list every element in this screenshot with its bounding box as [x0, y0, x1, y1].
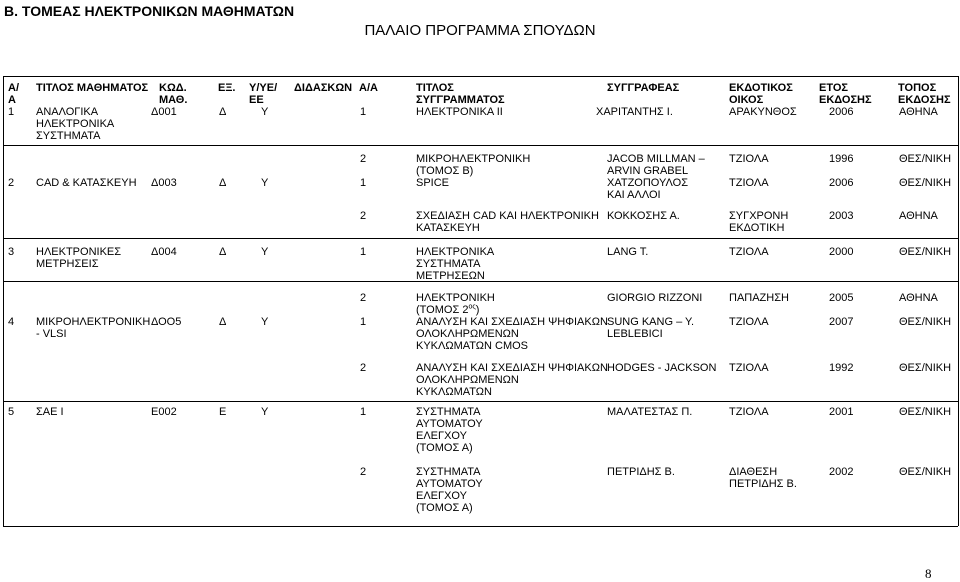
book-publisher: ΤΖΙΟΛΑ: [729, 246, 769, 258]
book-place: ΘΕΣ/ΝΙΚΗ: [899, 177, 952, 189]
course-semester: Δ: [219, 246, 227, 258]
course-aa: 5: [8, 406, 15, 418]
book-author: ΧΑΡΙΤΑΝΤΗΣ Ι.: [596, 106, 673, 118]
course-code: Δ004: [151, 246, 177, 258]
course-semester: Δ: [219, 316, 227, 328]
course-title: ΗΛΕΚΤΡΟΝΙΚΕΣ ΜΕΤΡΗΣΕΙΣ: [36, 246, 122, 270]
book-title: ΣΥΣΤΗΜΑΤΑ ΑΥΤΟΜΑΤΟΥ ΕΛΕΓΧΟΥ (ΤΟΜΟΣ Α): [416, 466, 483, 514]
book-year: 2001: [829, 406, 854, 418]
col-header-publisher: ΕΚΔΟΤΙΚΟΣ ΟΙΚΟΣ: [729, 82, 793, 106]
book-title: ΗΛΕΚΤΡΟΝΙΚΗ: [416, 292, 495, 304]
book-publisher: ΤΖΙΟΛΑ: [729, 406, 769, 418]
table-right-border: [958, 76, 959, 526]
course-title: ΣΑΕ Ι: [36, 406, 64, 418]
book-title: SPICE: [416, 177, 450, 189]
col-header-book-title: ΤΙΤΛΟΣ ΣΥΓΓΡΑΜΜΑΤΟΣ: [416, 82, 505, 106]
book-year: 1992: [829, 362, 854, 374]
book-title: ΣΥΣΤΗΜΑΤΑ ΑΥΤΟΜΑΤΟΥ ΕΛΕΓΧΟΥ (ΤΟΜΟΣ Α): [416, 406, 483, 454]
book-place: ΘΕΣ/ΝΙΚΗ: [899, 406, 952, 418]
book-title-volume-text: (ΤΟΜΟΣ 2: [416, 304, 469, 316]
table-bottom-rule: [3, 526, 958, 527]
book-place: ΘΕΣ/ΝΙΚΗ: [899, 466, 952, 478]
book-title: ΗΛΕΚΤΡΟΝΙΚΑ ΣΥΣΤΗΜΑΤΑ ΜΕΤΡΗΣΕΩΝ: [416, 246, 495, 282]
course-title: ΑΝΑΛΟΓΙΚΑ ΗΛΕΚΤΡΟΝΙΚΑ ΣΥΣΤΗΜΑΤΑ: [36, 106, 115, 142]
course-aa: 4: [8, 316, 15, 328]
course-aa: 1: [8, 106, 15, 118]
book-author: ΧΑΤΖΟΠΟΥΛΟΣ ΚΑΙ ΑΛΛΟΙ: [607, 177, 688, 201]
col-header-course-title: ΤΙΤΛΟΣ ΜΑΘΗΜΑΤΟΣ: [36, 82, 149, 94]
col-header-instructors: ΔΙΔΑΣΚΩΝ: [294, 82, 353, 94]
col-header-year: ΕΤΟΣ ΕΚΔΟΣΗΣ: [819, 82, 872, 106]
course-aa: 2: [8, 177, 15, 189]
book-aa: 2: [360, 362, 367, 374]
book-aa: 1: [360, 177, 367, 189]
book-publisher: ΤΖΙΟΛΑ: [729, 153, 769, 165]
book-author: ΚΟΚΚΟΣΗΣ Α.: [607, 210, 680, 222]
course-code: Δ001: [151, 106, 177, 118]
book-aa: 2: [360, 153, 367, 165]
book-aa: 1: [360, 106, 367, 118]
document-title: ΠΑΛΑΙΟ ΠΡΟΓΡΑΜΜΑ ΣΠΟΥΔΩΝ: [364, 22, 596, 39]
course-title: ΜΙΚΡΟΗΛΕΚΤΡΟΝΙΚΗ - VLSI: [36, 316, 151, 340]
book-publisher: ΤΖΙΟΛΑ: [729, 316, 769, 328]
book-aa: 2: [360, 466, 367, 478]
book-title-volume: (ΤΟΜΟΣ Β): [416, 165, 474, 177]
book-title-volume-suffix: ος: [468, 303, 476, 311]
book-title: ΑΝΑΛΥΣΗ ΚΑΙ ΣΧΕΔΙΑΣΗ ΨΗΦΙΑΚΩΝ ΟΛΟΚΛΗΡΩΜΕΝΩΝ ΚΥΚΛΩΜΑΤΩΝ: [416, 362, 608, 398]
course-semester: Ε: [219, 406, 227, 418]
book-title: ΣΧΕΔΙΑΣΗ CAD ΚΑΙ ΗΛΕΚΤΡΟΝΙΚΗ ΚΑΤΑΣΚΕΥΗ: [416, 210, 599, 234]
page-number: 8: [925, 566, 932, 581]
course-semester: Δ: [219, 106, 227, 118]
book-author: ΜΑΛΑΤΕΣΤΑΣ Π.: [607, 406, 693, 418]
course-type: Υ: [261, 316, 269, 328]
book-publisher: ΤΖΙΟΛΑ: [729, 362, 769, 374]
book-place: ΘΕΣ/ΝΙΚΗ: [899, 153, 952, 165]
col-header-place: ΤΟΠΟΣ ΕΚΔΟΣΗΣ: [898, 82, 951, 106]
course-semester: Δ: [219, 177, 227, 189]
book-title: ΜΙΚΡΟΗΛΕΚΤΡΟΝΙΚΗ: [416, 153, 531, 165]
course-aa: 3: [8, 246, 15, 258]
table-top-rule: [3, 76, 958, 77]
row-divider: [3, 145, 958, 146]
book-author: GIORGIO RIZZONI: [607, 292, 703, 304]
book-author: ΠΕΤΡΙΔΗΣ Β.: [607, 466, 675, 478]
book-place: ΘΕΣ/ΝΙΚΗ: [899, 316, 952, 328]
book-year: 2000: [829, 246, 854, 258]
book-place: ΑΘΗΝΑ: [899, 210, 938, 222]
course-type: Υ: [261, 406, 269, 418]
book-aa: 1: [360, 316, 367, 328]
col-header-authors: ΣΥΓΓΡΑΦΕΑΣ: [607, 82, 680, 94]
col-header-semester: ΕΞ.: [218, 82, 236, 94]
book-place: ΘΕΣ/ΝΙΚΗ: [899, 362, 952, 374]
table-left-border: [3, 76, 4, 526]
book-author: JACOB MILLMAN – ARVIN GRABEL: [607, 153, 705, 177]
book-publisher: ΔΙΑΘΕΣΗ ΠΕΤΡΙΔΗΣ Β.: [729, 466, 797, 490]
book-title-volume: [416, 304, 479, 316]
book-publisher: ΠΑΠΑΖΗΣΗ: [729, 292, 789, 304]
book-title-volume-close: ): [475, 304, 480, 316]
book-year: 2005: [829, 292, 854, 304]
course-type: Υ: [261, 246, 269, 258]
book-year: 2006: [829, 106, 854, 118]
col-header-type: Υ/ΥΕ/ ΕΕ: [249, 82, 278, 106]
course-code: Ε002: [151, 406, 177, 418]
book-publisher: ΤΖΙΟΛΑ: [729, 177, 769, 189]
book-place: ΑΘΗΝΑ: [899, 106, 938, 118]
course-code: Δ003: [151, 177, 177, 189]
course-code: ΔΟΟ5: [151, 316, 182, 328]
section-heading: B. ΤΟΜΕΑΣ ΗΛΕΚΤΡΟΝΙΚΩΝ ΜΑΘΗΜΑΤΩΝ: [4, 3, 295, 19]
book-author: LANG T.: [607, 246, 649, 258]
book-year: 1996: [829, 153, 854, 165]
course-title: CAD & ΚΑΤΑΣΚΕΥΗ: [36, 177, 137, 189]
book-aa: 1: [360, 246, 367, 258]
book-place: ΑΘΗΝΑ: [899, 292, 938, 304]
book-aa: 2: [360, 210, 367, 222]
col-header-code: ΚΩΔ. ΜΑΘ.: [159, 82, 188, 106]
course-type: Υ: [261, 106, 269, 118]
book-year: 2007: [829, 316, 854, 328]
course-type: Υ: [261, 177, 269, 189]
book-publisher: ΣΥΓΧΡΟΝΗ ΕΚΔΟΤΙΚΗ: [729, 210, 789, 234]
book-year: 2003: [829, 210, 854, 222]
book-place: ΘΕΣ/ΝΙΚΗ: [899, 246, 952, 258]
book-publisher: ΑΡΑΚΥΝΘΟΣ: [729, 106, 797, 118]
book-title: ΑΝΑΛΥΣΗ ΚΑΙ ΣΧΕΔΙΑΣΗ ΨΗΦΙΑΚΩΝ ΟΛΟΚΛΗΡΩΜΕΝΩΝ ΚΥΚΛΩΜΑΤΩΝ CMOS: [416, 316, 608, 352]
book-year: 2006: [829, 177, 854, 189]
col-header-aa: Α/ Α: [8, 82, 19, 106]
book-year: 2002: [829, 466, 854, 478]
book-author: SUNG KANG – Y. LEBLEBICI: [607, 316, 695, 340]
book-author: HODGES - JACKSON: [607, 362, 717, 374]
col-header-book-aa: Α/Α: [359, 82, 378, 94]
row-divider: [3, 401, 958, 402]
book-title: ΗΛΕΚΤΡΟΝΙΚΑ ΙΙ: [416, 106, 503, 118]
book-aa: 2: [360, 292, 367, 304]
row-divider: [3, 238, 958, 239]
book-aa: 1: [360, 406, 367, 418]
